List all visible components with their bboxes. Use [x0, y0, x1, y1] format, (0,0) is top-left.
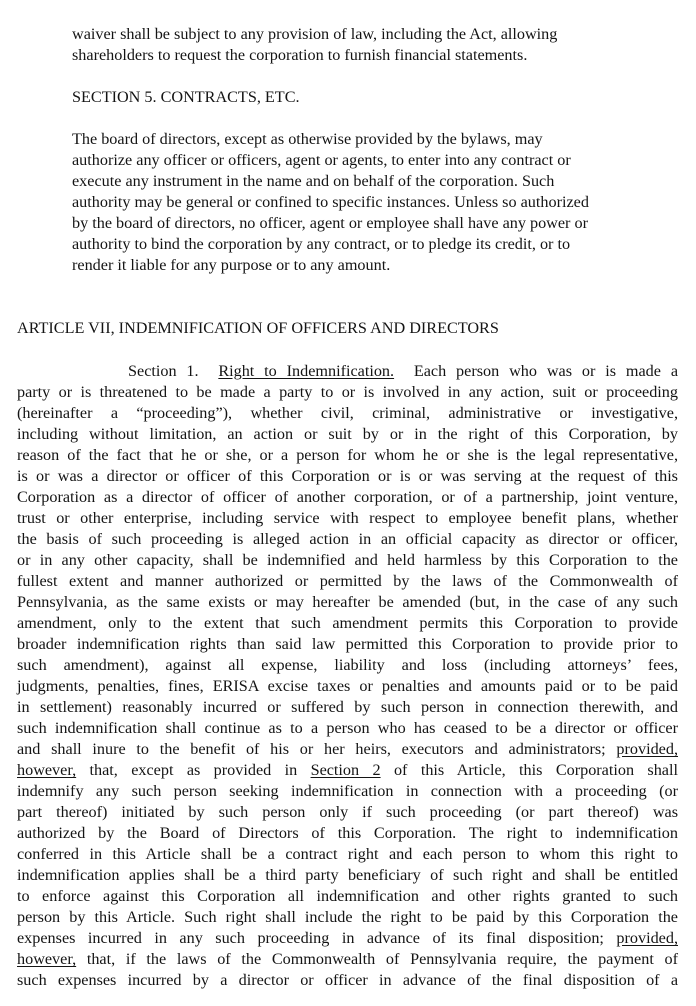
- text-line: judgments, penalties, fines, ERISA excise taxes or penalties and amounts paid or to be paid: [17, 677, 678, 695]
- text-line: broader indemnification rights than said law permitted this Corporation to provide prior to: [17, 635, 678, 653]
- text-line-provided: [17, 928, 678, 949]
- text-line: to enforce against this Corporation all indemnification and other rights granted to such: [17, 887, 678, 905]
- text-fragment: expenses incurred in any such proceeding in advance of its final disposition;: [17, 929, 604, 947]
- text-line: authorized by the Board of Directors of this Corporation. The right to indemnification: [17, 824, 678, 842]
- text-line: person by this Article. Such right shall include the right to be paid by this Corporation the: [17, 908, 678, 926]
- text-line: Corporation as a director of officer of another corporation, or of a partnership, joint venture,: [17, 488, 678, 506]
- section-5-heading: SECTION 5. CONTRACTS, ETC.: [72, 88, 300, 106]
- text-line: (hereinafter a “proceeding”), whether civil, criminal, administrative or investigative,: [17, 404, 678, 422]
- text-line: party or is threatened to be made a party to or is involved in any action, suit or proceeding: [17, 383, 678, 401]
- text-line: or in any other capacity, shall be indemnified and held harmless by this Corporation to the: [17, 551, 678, 569]
- text-line: such amendment), against all expense, liability and loss (including attorneys’ fees,: [17, 656, 678, 674]
- text-fragment: Each person who was or is made a: [413, 362, 679, 380]
- text-line-however: [17, 760, 678, 781]
- text-line: indemnification applies shall be a third party beneficiary of such right and shall be entitled: [17, 866, 678, 884]
- provided-term: provided,: [616, 740, 679, 758]
- text-fragment: and shall inure to the benefit of his or her heirs, executors and administrators;: [17, 740, 606, 758]
- text-fragment: of this Article, this Corporation shall: [380, 761, 678, 779]
- text-line: waiver shall be subject to any provision of law, including the Act, allowing: [72, 25, 558, 43]
- text-line: The board of directors, except as otherwise provided by the bylaws, may: [72, 130, 543, 148]
- text-line: such indemnification shall continue as to a person who has ceased to be a director or officer: [17, 719, 678, 737]
- article-7-heading: ARTICLE VII, INDEMNIFICATION OF OFFICERS AND DIRECTORS: [17, 319, 499, 337]
- text-line: render it liable for any purpose or to any amount.: [72, 256, 391, 274]
- text-line: trust or other enterprise, including service with respect to employee benefit plans, whether: [17, 509, 678, 527]
- text-line: execute any instrument in the name and on behalf of the corporation. Such: [72, 172, 555, 190]
- text-line: authorize any officer or officers, agent or agents, to enter into any contract or: [72, 151, 571, 169]
- text-line: authority to bind the corporation by any contract, or to pledge its credit, or to: [72, 235, 571, 253]
- text-fragment: that, if the laws of the Commonwealth of Pennsylvania require, the payment of: [76, 950, 678, 968]
- text-line: is or was a director or officer of this Corporation or is or was serving at the request of this: [17, 467, 678, 485]
- text-line: Pennsylvania, as the same exists or may hereafter be amended (but, in the case of any such: [17, 593, 678, 611]
- section-1-title: Right to Indemnification.: [218, 362, 395, 380]
- text-line: fullest extent and manner authorized or permitted by the laws of the Commonwealth of: [17, 572, 678, 590]
- text-line: such expenses incurred by a director or officer in advance of the final disposition of a: [17, 971, 678, 989]
- text-line: by the board of directors, no officer, agent or employee shall have any power or: [72, 214, 588, 232]
- text-line-however: [17, 949, 678, 970]
- text-fragment: that, except as provided in: [76, 761, 311, 779]
- text-line: amendment, only to the extent that such amendment permits this Corporation to provide: [17, 614, 678, 632]
- section-2-reference: Section 2: [310, 761, 381, 779]
- text-line: authority may be general or confined to specific instances. Unless so authorized: [72, 193, 589, 211]
- section-1-first-line: [128, 361, 678, 382]
- section-1-label: Section 1.: [128, 362, 199, 380]
- however-term: however,: [17, 761, 77, 779]
- provided-term: provided,: [616, 929, 678, 947]
- text-line: including without limitation, an action or suit by or in the right of this Corporation, by: [17, 425, 678, 443]
- text-line-provided: [17, 739, 678, 760]
- text-line: the basis of such proceeding is alleged action in an official capacity as director or officer,: [17, 530, 678, 548]
- text-line: part thereof) initiated by such person only if such proceeding (or part thereof) was: [17, 803, 678, 821]
- text-line: shareholders to request the corporation to furnish financial statements.: [72, 46, 528, 64]
- text-line: indemnify any such person seeking indemnification in connection with a proceeding (or: [17, 782, 678, 800]
- text-line: conferred in this Article shall be a contract right and each person to whom this right to: [17, 845, 678, 863]
- however-term: however,: [17, 950, 77, 968]
- text-line: reason of the fact that he or she, or a person for whom he or she is the legal representative,: [17, 446, 678, 464]
- text-line: in settlement) reasonably incurred or suffered by such person in connection therewith, and: [17, 698, 678, 716]
